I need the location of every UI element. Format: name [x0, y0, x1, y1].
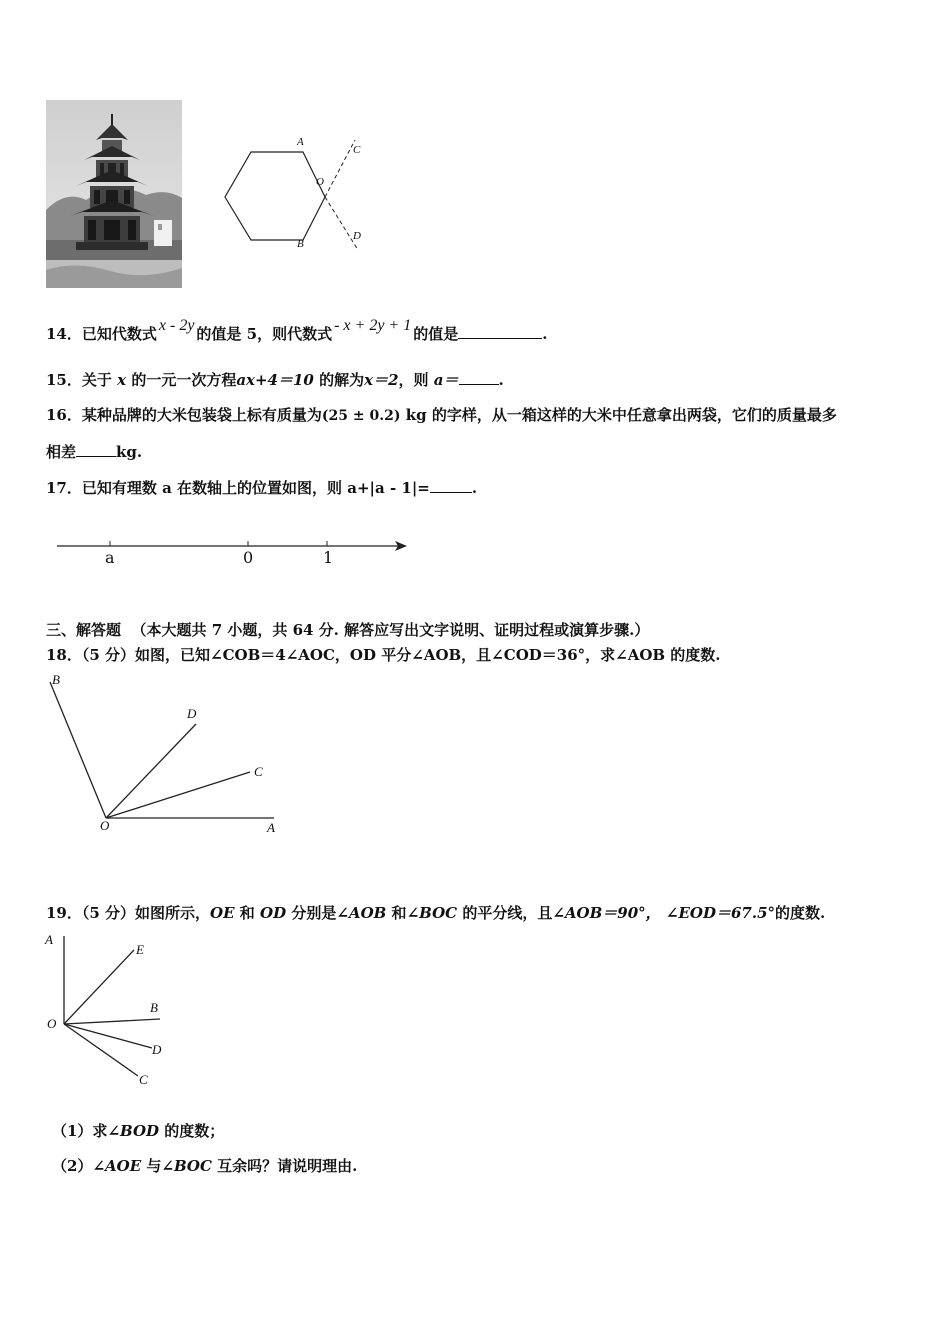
pagoda-photo	[46, 100, 182, 288]
q18-label-b: B	[52, 672, 60, 687]
question-16-cont: 相差 kg.	[46, 443, 143, 461]
hex-label-b: B	[297, 238, 304, 250]
q19-label-c: C	[139, 1072, 148, 1087]
question-15: 15．关于 x 的一元一次方程ax+4＝10 的解为x＝2，则 a＝ .	[46, 371, 504, 389]
section-3-heading: 三、解答题 （本大题共 7 小题，共 64 分. 解答应写出文字说明、证明过程或演算步骤.）	[46, 621, 650, 639]
question-19-part-2: （2）∠AOE 与∠BOC 互余吗？请说明理由.	[52, 1157, 358, 1175]
q19-label-o: O	[47, 1016, 57, 1031]
question-16: 16．某种品牌的大米包装袋上标有质量为(25 ± 0.2) kg 的字样，从一箱这样的大米中任意拿出两袋，它们的质量最多	[46, 406, 837, 424]
number-line	[55, 535, 415, 575]
expr-neg-x-plus-2y-plus-1: - x + 2y + 1	[334, 317, 412, 334]
numberline-label-a: a	[105, 548, 115, 567]
numberline-label-0: 0	[243, 548, 254, 567]
question-14: 14．已知代数式 x - 2y 的值是 5，则代数式 - x + 2y + 1 的值是 .	[46, 317, 548, 343]
q19-label-a: A	[45, 932, 53, 947]
q18-label-c: C	[254, 764, 263, 779]
answer-blank-15[interactable]	[459, 370, 499, 385]
hex-label-o: O	[316, 176, 324, 188]
numberline-label-1: 1	[323, 548, 334, 567]
q18-label-o: O	[100, 818, 110, 833]
question-19: 19．（5 分）如图所示，OE 和 OD 分别是∠AOB 和∠BOC 的平分线，且∠AOB＝90°， ∠EOD＝67.5°的度数.	[46, 904, 826, 922]
q19-label-d: D	[152, 1042, 162, 1057]
hex-label-c: C	[353, 144, 361, 156]
answer-blank-17[interactable]	[430, 478, 472, 493]
question-18: 18．（5 分）如图，已知∠COB＝4∠AOC，OD 平分∠AOB，且∠COD＝36°，求∠AOB 的度数.	[46, 646, 721, 664]
answer-blank-16[interactable]	[76, 442, 116, 457]
q18-label-d: D	[187, 706, 197, 721]
hex-label-a: A	[297, 136, 304, 148]
q19-angle-figure	[44, 930, 184, 1090]
q18-label-a: A	[267, 820, 275, 835]
q19-label-e: E	[136, 942, 144, 957]
hex-label-d: D	[353, 230, 361, 242]
expr-x-minus-2y: x - 2y	[158, 317, 195, 334]
question-19-part-1: （1）求∠BOD 的度数；	[52, 1122, 225, 1140]
hexagon-figure	[215, 130, 375, 255]
question-17: 17．已知有理数 a 在数轴上的位置如图，则 a+|a - 1|= .	[46, 479, 478, 497]
answer-blank-14[interactable]	[458, 324, 542, 339]
q18-angle-figure	[46, 670, 296, 840]
q19-label-b: B	[150, 1000, 158, 1015]
